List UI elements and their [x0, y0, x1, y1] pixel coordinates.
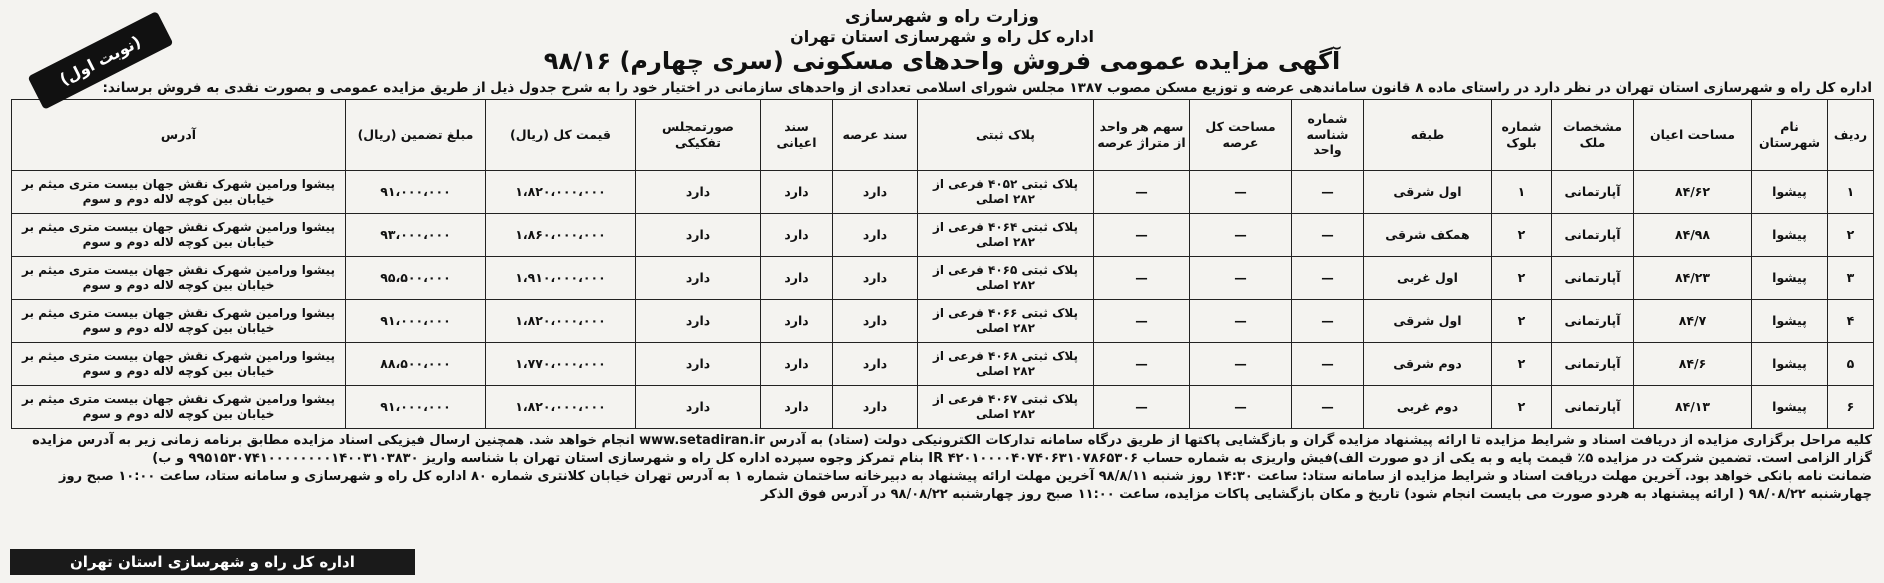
row-number: ۳ [1828, 256, 1874, 299]
property-type-cell: آپارتمانی [1552, 385, 1634, 428]
parcel-cell: پلاک ثبتی ۴۰۶۵ فرعی از ۲۸۲ اصلی [918, 256, 1094, 299]
property-type-cell: آپارتمانی [1552, 342, 1634, 385]
total-price-cell: ۱،۸۲۰،۰۰۰،۰۰۰ [486, 299, 636, 342]
row-number: ۱ [1828, 170, 1874, 213]
land-share-cell: — [1094, 213, 1190, 256]
land-share-cell: — [1094, 299, 1190, 342]
first-round-badge: (نوبت اول) [27, 11, 173, 110]
land-deed-cell: دارد [833, 256, 918, 299]
building-area-cell: ۸۴/۶۲ [1634, 170, 1752, 213]
issuer-signature: اداره کل راه و شهرسازی استان تهران [10, 549, 415, 575]
notice-header [10, 8, 1874, 76]
column-header: مساحت کل عرصه [1190, 99, 1292, 170]
city-cell: پیشوا [1752, 342, 1828, 385]
row-number: ۴ [1828, 299, 1874, 342]
table-body [12, 170, 1874, 428]
column-header: آدرس [12, 99, 346, 170]
building-deed-cell: دارد [761, 342, 833, 385]
floor-cell: اول غربی [1364, 256, 1492, 299]
terms-line: گزار الزامی است. تضمین شرکت در مزایده ۵٪ قیمت پایه و به یکی از دو صورت الف)فیش واریزی به شماره حساب ۴۲۰۱۰۰۰۰۴۰۷۴۰۶۳۱۰۷۸۶۵۳۰۶ IR بنام تمرکز وجوه سپرده اداره کل راه و شهرسازی استان تهران با شناسه واریز ۹۹۵۱۵۳۰۷۴۱۰۰۰۰۰۰۰۰۱۴۰۰۳۱۰۳۸۳۰ و ب) [152, 450, 1872, 466]
table-row [12, 299, 1874, 342]
column-header: سند عرصه [833, 99, 918, 170]
building-deed-cell: دارد [761, 170, 833, 213]
building-area-cell: ۸۴/۲۳ [1634, 256, 1752, 299]
row-number: ۶ [1828, 385, 1874, 428]
guarantee-cell: ۹۱،۰۰۰،۰۰۰ [346, 170, 486, 213]
unit-id-cell: — [1292, 299, 1364, 342]
land-deed-cell: دارد [833, 342, 918, 385]
parcel-cell: پلاک ثبتی ۴۰۶۸ فرعی از ۲۸۲ اصلی [918, 342, 1094, 385]
terms-paragraph [10, 432, 1874, 505]
guarantee-cell: ۹۵،۵۰۰،۰۰۰ [346, 256, 486, 299]
floor-cell: اول شرقی [1364, 170, 1492, 213]
table-row [12, 256, 1874, 299]
unit-id-cell: — [1292, 256, 1364, 299]
floor-cell: همکف شرقی [1364, 213, 1492, 256]
guarantee-cell: ۹۳،۰۰۰،۰۰۰ [346, 213, 486, 256]
address-cell: پیشوا ورامین شهرک نقش جهان بیست متری میثم بر خیابان بین کوچه لاله دوم و سوم [12, 213, 346, 256]
address-cell: پیشوا ورامین شهرک نقش جهان بیست متری میثم بر خیابان بین کوچه لاله دوم و سوم [12, 342, 346, 385]
land-deed-cell: دارد [833, 170, 918, 213]
property-type-cell: آپارتمانی [1552, 256, 1634, 299]
land-area-cell: — [1190, 342, 1292, 385]
terms-line: چهارشنبه ۹۸/۰۸/۲۲ ( ارائه پیشنهاد به هردو صورت می بایست انجام شود) تاریخ و مکان بازگشایی پاکات مزایده، ساعت ۱۱:۰۰ صبح روز چهارشنبه ۹۸/۰۸/۲۲ در آدرس فوق الذکر [761, 487, 1872, 503]
building-area-cell: ۸۴/۹۸ [1634, 213, 1752, 256]
floor-cell: اول شرقی [1364, 299, 1492, 342]
building-area-cell: ۸۴/۶ [1634, 342, 1752, 385]
partition-record-cell: دارد [636, 342, 761, 385]
partition-record-cell: دارد [636, 170, 761, 213]
block-number-cell: ۲ [1492, 299, 1552, 342]
building-area-cell: ۸۴/۱۳ [1634, 385, 1752, 428]
land-area-cell: — [1190, 213, 1292, 256]
address-cell: پیشوا ورامین شهرک نقش جهان بیست متری میثم بر خیابان بین کوچه لاله دوم و سوم [12, 299, 346, 342]
land-share-cell: — [1094, 256, 1190, 299]
property-type-cell: آپارتمانی [1552, 170, 1634, 213]
partition-record-cell: دارد [636, 256, 761, 299]
land-deed-cell: دارد [833, 213, 918, 256]
table-header-row [12, 99, 1874, 170]
partition-record-cell: دارد [636, 213, 761, 256]
table-row [12, 342, 1874, 385]
floor-cell: دوم غربی [1364, 385, 1492, 428]
terms-line: کلیه مراحل برگزاری مزایده از دریافت اسناد و شرایط مزایده تا ارائه پیشنهاد مزایده گران و بازگشایی پاکتها از طریق درگاه سامانه تدارکات الکترونیکی دولت (ستاد) به آدرس www.setadiran.ir انجام خواهد شد. همچنین ارسال فیزیکی اسناد مزایده مطابق برنامه زمانی زیر به آدرس مزایده [32, 432, 1872, 448]
terms-line: ضمانت نامه بانکی خواهد بود. آخرین مهلت دریافت اسناد و شرایط مزایده از سامانه ستاد: ساعت ۱۴:۳۰ روز شنبه ۹۸/۸/۱۱ آخرین مهلت ارائه پیشنهاد به دبیرخانه ساختمان شماره ۱ به آدرس تهران خیابان کلانتری شماره ۸۰ اداره کل راه و شهرسازی و سامانه ستاد، ساعت ۱۰:۰۰ صبح روز [59, 468, 1872, 484]
building-deed-cell: دارد [761, 299, 833, 342]
city-cell: پیشوا [1752, 213, 1828, 256]
column-header: نام شهرستان [1752, 99, 1828, 170]
city-cell: پیشوا [1752, 299, 1828, 342]
land-share-cell: — [1094, 385, 1190, 428]
land-share-cell: — [1094, 342, 1190, 385]
total-price-cell: ۱،۸۶۰،۰۰۰،۰۰۰ [486, 213, 636, 256]
table-row [12, 385, 1874, 428]
parcel-cell: پلاک ثبتی ۴۰۶۷ فرعی از ۲۸۲ اصلی [918, 385, 1094, 428]
column-header: مشخصات ملک [1552, 99, 1634, 170]
land-share-cell: — [1094, 170, 1190, 213]
building-deed-cell: دارد [761, 213, 833, 256]
property-table [11, 99, 1874, 429]
column-header: طبقه [1364, 99, 1492, 170]
guarantee-cell: ۹۱،۰۰۰،۰۰۰ [346, 299, 486, 342]
land-deed-cell: دارد [833, 385, 918, 428]
building-deed-cell: دارد [761, 385, 833, 428]
address-cell: پیشوا ورامین شهرک نقش جهان بیست متری میثم بر خیابان بین کوچه لاله دوم و سوم [12, 170, 346, 213]
parcel-cell: پلاک ثبتی ۴۰۶۶ فرعی از ۲۸۲ اصلی [918, 299, 1094, 342]
unit-id-cell: — [1292, 213, 1364, 256]
unit-id-cell: — [1292, 170, 1364, 213]
table-row [12, 213, 1874, 256]
guarantee-cell: ۹۱،۰۰۰،۰۰۰ [346, 385, 486, 428]
block-number-cell: ۱ [1492, 170, 1552, 213]
land-deed-cell: دارد [833, 299, 918, 342]
land-area-cell: — [1190, 256, 1292, 299]
parcel-cell: پلاک ثبتی ۴۰۵۲ فرعی از ۲۸۲ اصلی [918, 170, 1094, 213]
department-name: اداره کل راه و شهرسازی استان تهران [790, 26, 1094, 46]
row-number: ۵ [1828, 342, 1874, 385]
column-header: ردیف [1828, 99, 1874, 170]
total-price-cell: ۱،۸۲۰،۰۰۰،۰۰۰ [486, 170, 636, 213]
floor-cell: دوم شرقی [1364, 342, 1492, 385]
city-cell: پیشوا [1752, 170, 1828, 213]
column-header: شماره بلوک [1492, 99, 1552, 170]
building-area-cell: ۸۴/۷ [1634, 299, 1752, 342]
column-header: سهم هر واحد از متراژ عرصه [1094, 99, 1190, 170]
total-price-cell: ۱،۸۲۰،۰۰۰،۰۰۰ [486, 385, 636, 428]
total-price-cell: ۱،۹۱۰،۰۰۰،۰۰۰ [486, 256, 636, 299]
ministry-name: وزارت راه و شهرسازی [844, 7, 1039, 27]
property-type-cell: آپارتمانی [1552, 213, 1634, 256]
block-number-cell: ۲ [1492, 213, 1552, 256]
column-header: صورتمجلس تفکیکی [636, 99, 761, 170]
intro-paragraph: اداره کل راه و شهرسازی استان تهران در نظر دارد در راستای ماده ۸ قانون ساماندهی عرضه و توزیع مسکن مصوب ۱۳۸۷ مجلس شورای اسلامی تعدادی از واحدهای سازمانی در اختیار خود را به شرح جدول ذیل از طریق مزایده عمومی و بصورت نقدی به فروش برساند: [102, 79, 1872, 96]
property-type-cell: آپارتمانی [1552, 299, 1634, 342]
total-price-cell: ۱،۷۷۰،۰۰۰،۰۰۰ [486, 342, 636, 385]
address-cell: پیشوا ورامین شهرک نقش جهان بیست متری میثم بر خیابان بین کوچه لاله دوم و سوم [12, 256, 346, 299]
column-header: مبلغ تضمین (ریال) [346, 99, 486, 170]
land-area-cell: — [1190, 385, 1292, 428]
address-cell: پیشوا ورامین شهرک نقش جهان بیست متری میثم بر خیابان بین کوچه لاله دوم و سوم [12, 385, 346, 428]
unit-id-cell: — [1292, 385, 1364, 428]
column-header: سند اعیانی [761, 99, 833, 170]
table-row [12, 170, 1874, 213]
notice-title: آگهی مزایده عمومی فروش واحدهای مسکونی (سری چهارم) ۹۸/۱۶ [543, 46, 1341, 75]
guarantee-cell: ۸۸،۵۰۰،۰۰۰ [346, 342, 486, 385]
parcel-cell: پلاک ثبتی ۴۰۶۴ فرعی از ۲۸۲ اصلی [918, 213, 1094, 256]
city-cell: پیشوا [1752, 256, 1828, 299]
partition-record-cell: دارد [636, 385, 761, 428]
block-number-cell: ۲ [1492, 342, 1552, 385]
land-area-cell: — [1190, 299, 1292, 342]
city-cell: پیشوا [1752, 385, 1828, 428]
row-number: ۲ [1828, 213, 1874, 256]
column-header: پلاک ثبتی [918, 99, 1094, 170]
building-deed-cell: دارد [761, 256, 833, 299]
land-area-cell: — [1190, 170, 1292, 213]
block-number-cell: ۲ [1492, 385, 1552, 428]
column-header: قیمت کل (ریال) [486, 99, 636, 170]
column-header: شماره شناسه واحد [1292, 99, 1364, 170]
partition-record-cell: دارد [636, 299, 761, 342]
unit-id-cell: — [1292, 342, 1364, 385]
column-header: مساحت اعیان [1634, 99, 1752, 170]
block-number-cell: ۲ [1492, 256, 1552, 299]
